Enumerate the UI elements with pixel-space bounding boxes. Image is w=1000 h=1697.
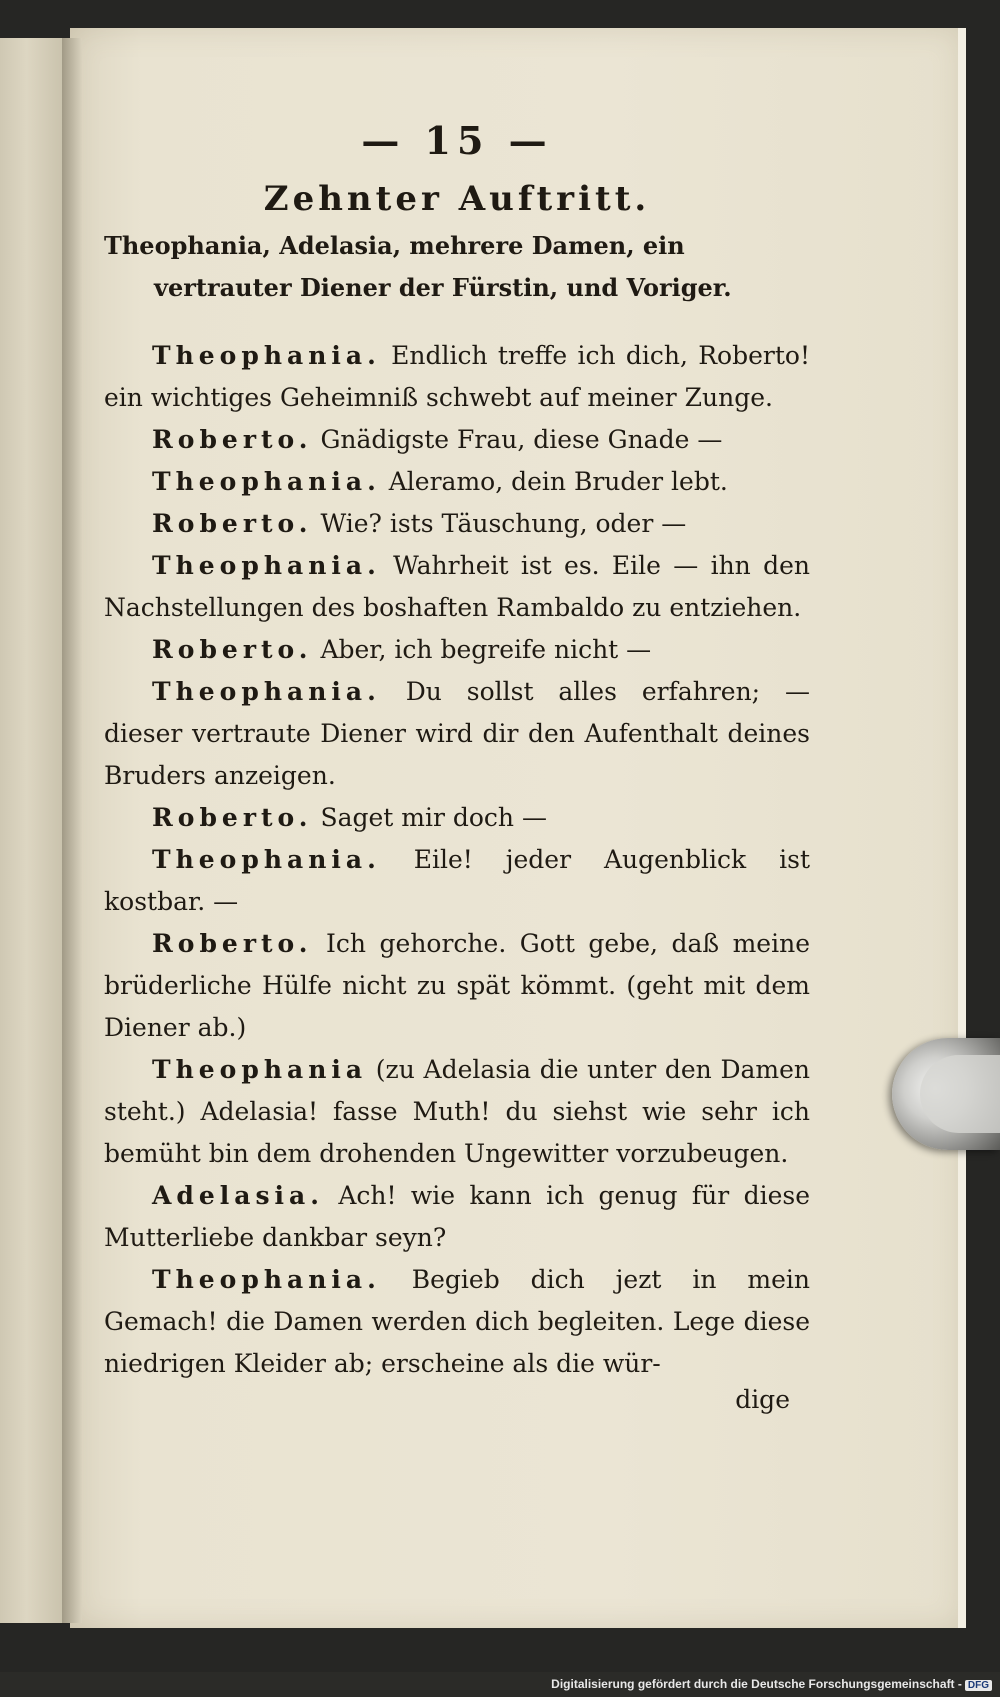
speech-text: (zu Adelasia die unter den Damen steht.) Adelasia! fasse Muth! du siehst wie sehr ich bemüht bin dem drohenden Ungewitter vorzubeugen.: [104, 1055, 811, 1168]
speaker-name: Adelasia.: [152, 1181, 324, 1210]
speech-text: Ich gehorche. Gott gebe, daß meine brüderliche Hülfe nicht zu spät kömmt. (geht mit dem Diener ab.): [104, 929, 810, 1042]
facing-page-edge: [0, 38, 67, 1623]
speaker-name: Theophania.: [152, 845, 381, 874]
page-gutter: [62, 38, 82, 1623]
credit-text: Digitalisierung gefördert durch die Deutsche Forschungsgemeinschaft -: [551, 1677, 962, 1691]
page-text: [104, 118, 810, 1414]
speech: [104, 923, 810, 1049]
speech: [104, 545, 810, 629]
speaker-name: Theophania.: [152, 551, 381, 580]
speech: [104, 503, 810, 545]
page-clip-highlight: [920, 1055, 1000, 1133]
speaker-name: Theophania.: [152, 1265, 381, 1294]
speaker-name: Roberto.: [152, 635, 313, 664]
speech-text: Gnädigste Frau, diese Gnade —: [320, 425, 723, 454]
page-number: — 15 —: [361, 118, 553, 163]
speech: [104, 629, 810, 671]
speech: [104, 671, 810, 797]
page-fore-edge: [958, 28, 966, 1628]
speech-text: Endlich treffe ich dich, Roberto! ein wichtiges Geheimniß schwebt auf meiner Zunge.: [104, 341, 810, 412]
speech-text: Wahrheit ist es. Eile — ihn den Nachstellungen des boshaften Rambaldo zu entziehen.: [104, 551, 810, 622]
speech: [104, 1049, 810, 1175]
speech: [104, 839, 810, 923]
digitization-credit: [551, 1677, 992, 1691]
cast-list: [104, 225, 810, 309]
catchword: dige: [735, 1385, 790, 1414]
speech: [104, 335, 810, 419]
speaker-name: Theophania.: [152, 467, 381, 496]
speech: [104, 1175, 810, 1259]
speaker-name: Roberto.: [152, 803, 313, 832]
cast-line: Theophania, Adelasia, mehrere Damen, ein: [104, 231, 685, 260]
speech-text: Begieb dich jezt in mein Gemach! die Damen werden dich begleiten. Lege diese niedrigen Kleider ab; erscheine als die wür-: [104, 1265, 810, 1378]
speech: [104, 419, 810, 461]
speaker-name: Theophania.: [152, 677, 381, 706]
speaker-name: Theophania.: [152, 341, 381, 370]
speech-text: Wie? ists Täuschung, oder —: [320, 509, 687, 538]
speaker-name: Roberto.: [152, 509, 313, 538]
speaker-name: Theophania: [152, 1055, 368, 1084]
speech-text: Du sollst alles erfahren; — dieser vertraute Diener wird dir den Aufenthalt deines Bruders anzeigen.: [104, 677, 810, 790]
speech: [104, 1259, 810, 1385]
dfg-logo: DFG: [965, 1680, 992, 1691]
speech-text: Aber, ich begreife nicht —: [320, 635, 652, 664]
speech: [104, 461, 810, 503]
speech: [104, 797, 810, 839]
speech-text: Ach! wie kann ich genug für diese Mutterliebe dankbar seyn?: [104, 1181, 811, 1252]
scene-title: Zehnter Auftritt.: [263, 179, 651, 219]
speech-text: Eile! jeder Augenblick ist kostbar. —: [104, 845, 810, 916]
speech-text: Aleramo, dein Bruder lebt.: [388, 467, 728, 496]
cast-line: vertrauter Diener der Fürstin, und Voriger.: [154, 273, 732, 302]
speaker-name: Roberto.: [152, 929, 313, 958]
speech-text: Saget mir doch —: [320, 803, 547, 832]
speaker-name: Roberto.: [152, 425, 313, 454]
